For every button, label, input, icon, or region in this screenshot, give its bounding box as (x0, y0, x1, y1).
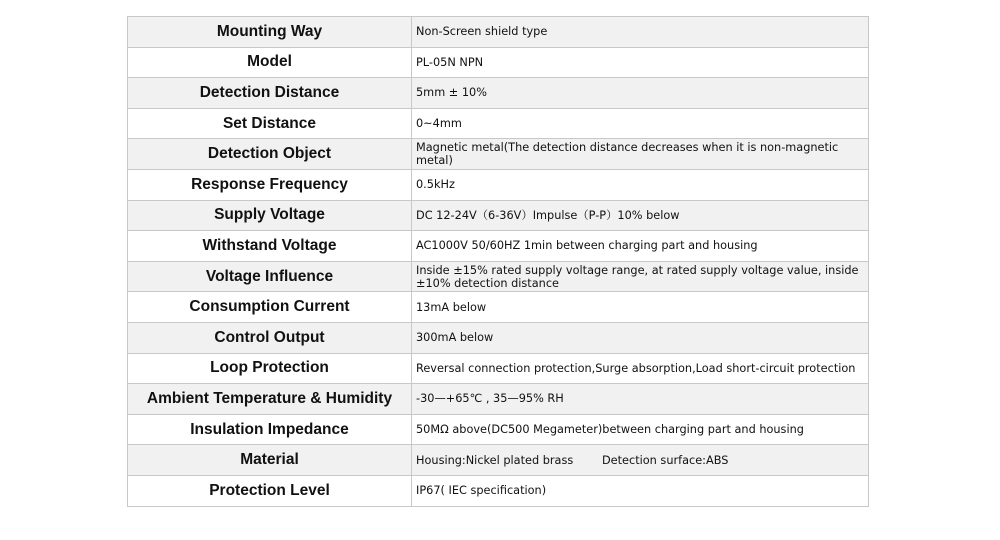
table-row (128, 261, 869, 292)
spec-value-text: 300mA below (416, 331, 494, 345)
spec-value (412, 108, 869, 139)
spec-label: Voltage Influence (128, 261, 412, 292)
table-row (128, 139, 869, 170)
table-row (128, 78, 869, 109)
spec-value (412, 475, 869, 506)
table-row (128, 384, 869, 415)
spec-value-text: Non-Screen shield type (416, 25, 548, 39)
spec-value-text: 0.5kHz (416, 178, 455, 192)
spec-label: Detection Distance (128, 78, 412, 109)
table-row (128, 47, 869, 78)
table-row (128, 353, 869, 384)
spec-value (412, 78, 869, 109)
spec-table (127, 16, 869, 507)
spec-label: Ambient Temperature & Humidity (128, 384, 412, 415)
spec-value (412, 292, 869, 323)
table-row (128, 17, 869, 48)
spec-value (412, 322, 869, 353)
table-row (128, 414, 869, 445)
table-row (128, 108, 869, 139)
spec-label: Protection Level (128, 475, 412, 506)
spec-value (412, 353, 869, 384)
spec-value (412, 200, 869, 231)
spec-value-text: 50MΩ above(DC500 Megameter)between charging part and housing (416, 423, 804, 437)
spec-value-text: AC1000V 50/60HZ 1min between charging part and housing (416, 239, 758, 253)
spec-value (412, 169, 869, 200)
spec-value (412, 47, 869, 78)
spec-label: Model (128, 47, 412, 78)
spec-value (412, 17, 869, 48)
spec-label: Detection Object (128, 139, 412, 170)
spec-label: Insulation Impedance (128, 414, 412, 445)
table-row (128, 475, 869, 506)
spec-label: Control Output (128, 322, 412, 353)
spec-label: Response Frequency (128, 169, 412, 200)
spec-value-text: PL-05N NPN (416, 55, 484, 69)
spec-value-text: Inside ±15% rated supply voltage range, at rated supply voltage value, inside ±10% detection distance (416, 263, 863, 290)
spec-value (412, 139, 869, 170)
spec-value-text: DC 12-24V（6-36V）Impulse（P-P）10% below (416, 208, 680, 222)
spec-value-text: 0~4mm (416, 117, 462, 131)
table-row (128, 231, 869, 262)
spec-value (412, 414, 869, 445)
spec-label: Supply Voltage (128, 200, 412, 231)
spec-value-text: IP67( IEC specification) (416, 484, 547, 498)
spec-value-text: 5mm ± 10% (416, 86, 487, 100)
table-row (128, 169, 869, 200)
spec-label: Set Distance (128, 108, 412, 139)
spec-label: Material (128, 445, 412, 476)
spec-label: Loop Protection (128, 353, 412, 384)
spec-label: Mounting Way (128, 17, 412, 48)
table-row (128, 200, 869, 231)
spec-value-text: -30—+65℃ , 35—95% RH (416, 392, 564, 406)
spec-value (412, 261, 869, 292)
spec-value-text: Housing:Nickel plated brass Detection surface:ABS (416, 453, 729, 467)
spec-value-text: Magnetic metal(The detection distance decreases when it is non-magnetic metal) (416, 141, 842, 168)
spec-label: Consumption Current (128, 292, 412, 323)
spec-value (412, 384, 869, 415)
table-row (128, 322, 869, 353)
spec-value (412, 445, 869, 476)
spec-label: Withstand Voltage (128, 231, 412, 262)
spec-table-body (128, 17, 869, 507)
spec-value (412, 231, 869, 262)
spec-value-text: Reversal connection protection,Surge absorption,Load short-circuit protection (416, 361, 856, 375)
table-row (128, 445, 869, 476)
table-row (128, 292, 869, 323)
spec-value-text: 13mA below (416, 300, 487, 314)
